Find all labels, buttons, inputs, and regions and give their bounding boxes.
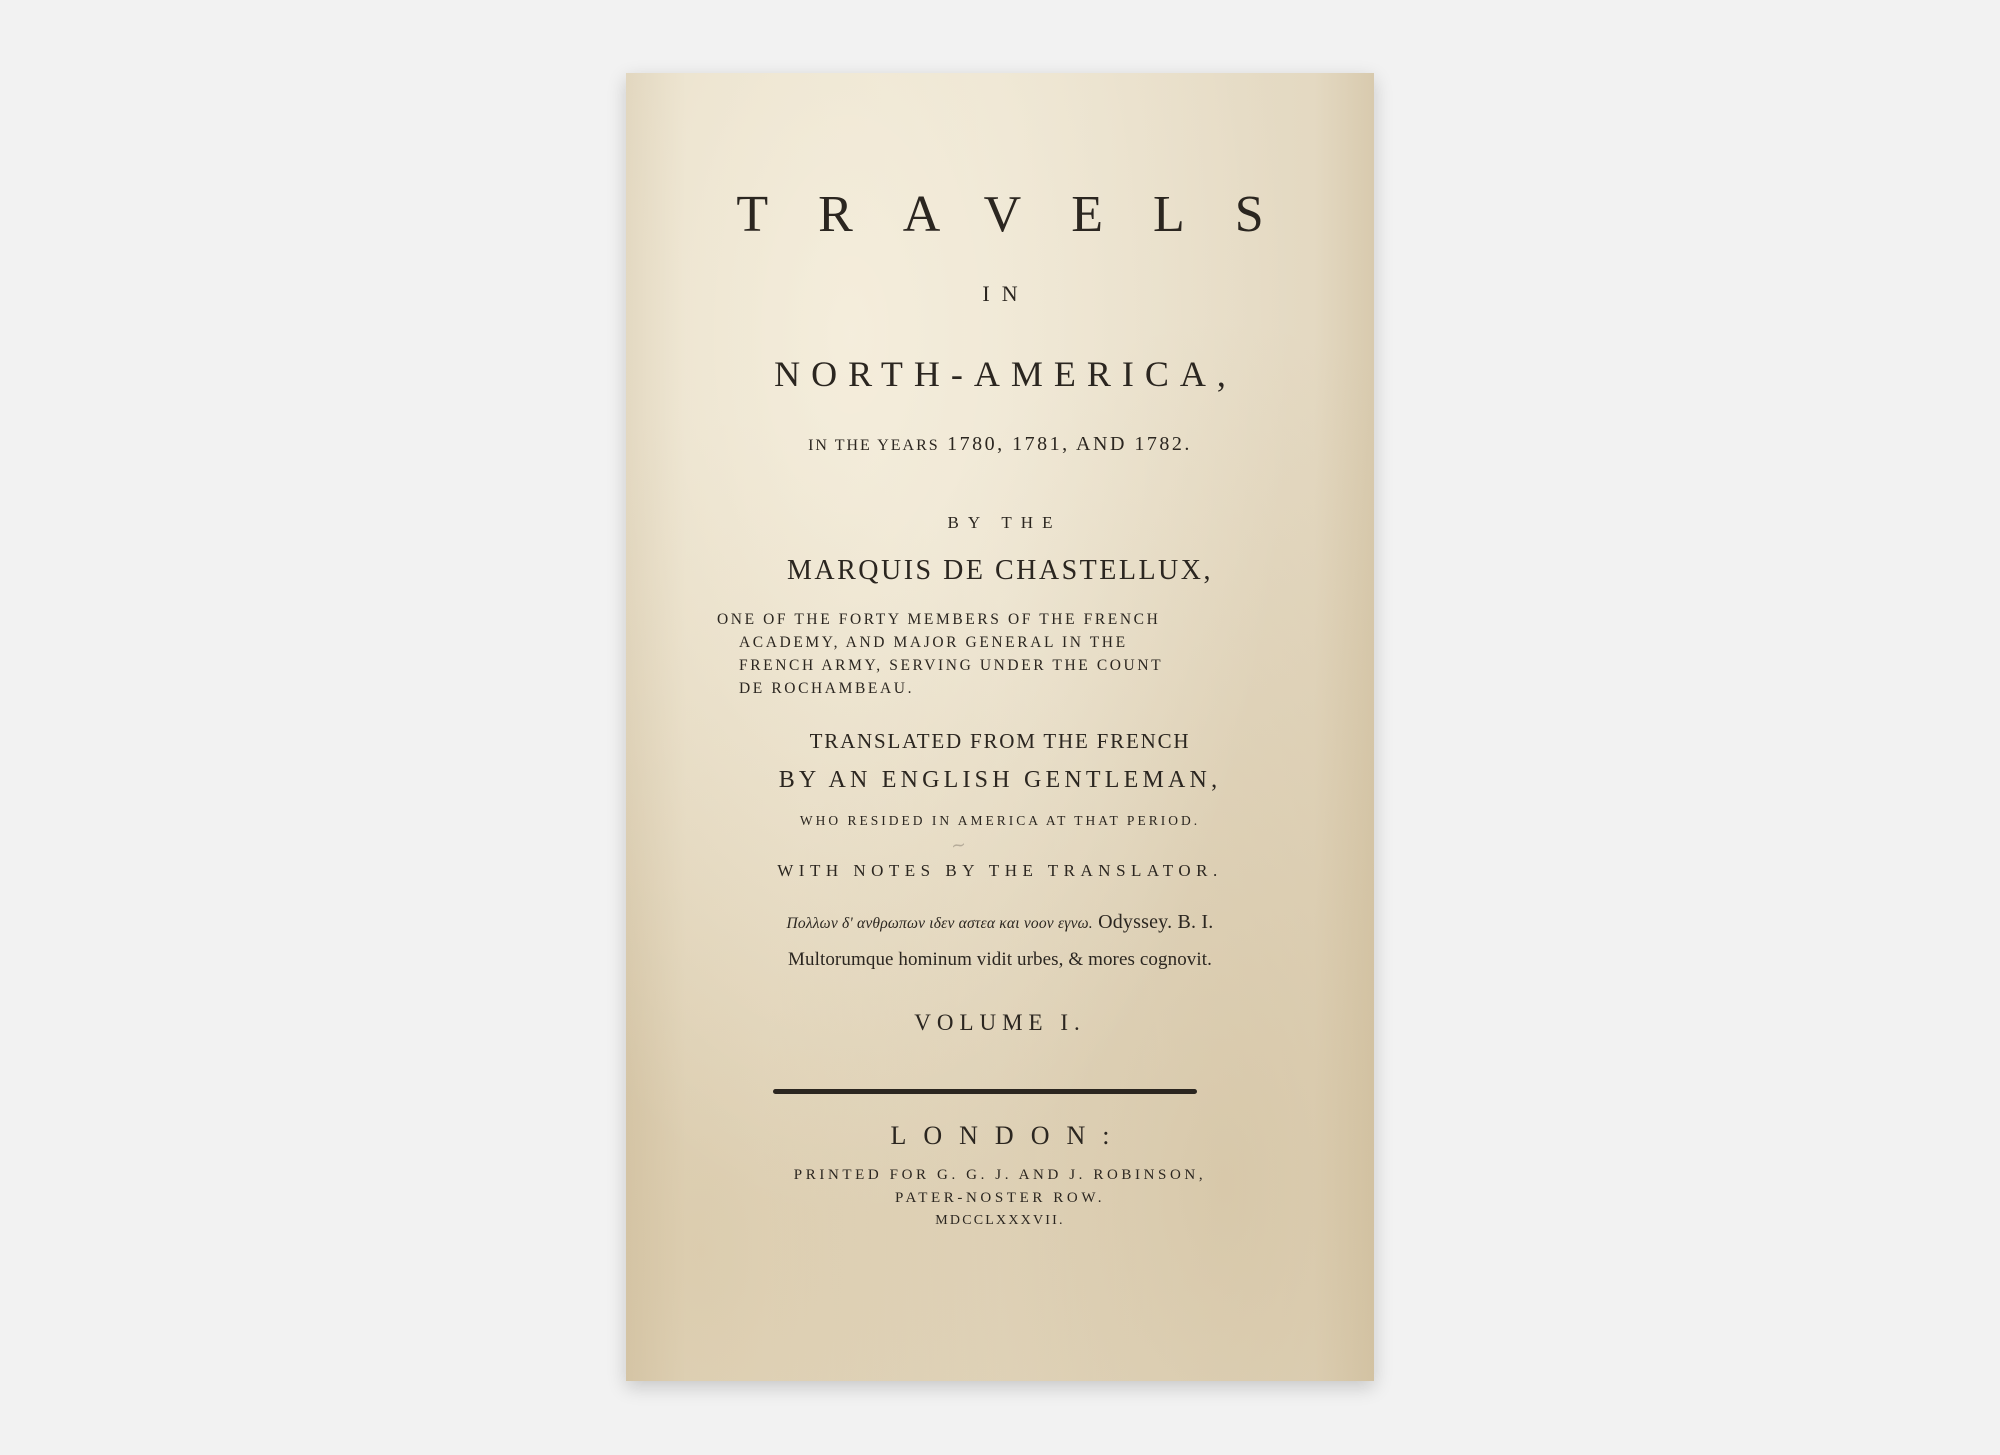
years-prefix: IN THE YEARS (808, 437, 940, 454)
volume-label: VOLUME I. (914, 1010, 1086, 1035)
author-description (717, 608, 1287, 700)
imprint-street: PATER-NOSTER ROW. (894, 1190, 1106, 1206)
notes-line: WITH NOTES BY THE TRANSLATOR. (777, 861, 1223, 880)
epigraph-source: Odyssey. B. I. (1098, 911, 1214, 933)
book-title: TRAVELS (736, 186, 1314, 243)
faint-signature: ~ (949, 834, 968, 857)
description-line: ONE OF THE FORTY MEMBERS OF THE FRENCH (717, 611, 1161, 628)
description-line: DE ROCHAMBEAU. (739, 680, 915, 697)
imprint-printer: PRINTED FOR G. G. J. AND J. ROBINSON, (793, 1167, 1207, 1183)
resided-line: WHO RESIDED IN AMERICA AT THAT PERIOD. (799, 813, 1201, 828)
years-line (626, 433, 1374, 456)
latin-epigraph: Multorumque hominum vidit urbes, & mores cognovit. (787, 949, 1213, 970)
epigraph-greek: Πολλων δ' ανθρωπων ιδεν αστεα και νοον εγνω. (786, 915, 1093, 932)
printer-rule (773, 1089, 1197, 1094)
title-connector: IN (982, 281, 1030, 306)
translated-line: TRANSLATED FROM THE FRENCH (809, 729, 1191, 753)
author-name: MARQUIS DE CHASTELLUX, (787, 555, 1213, 586)
translator-line: BY AN ENGLISH GENTLEMAN, (778, 767, 1222, 793)
byline: BY THE (947, 513, 1062, 532)
imprint-city: LONDON: (890, 1121, 1127, 1150)
title-page (626, 73, 1374, 1381)
imprint-date: MDCCLXXXVII. (935, 1213, 1065, 1228)
greek-epigraph (626, 911, 1374, 934)
description-line: ACADEMY, AND MAJOR GENERAL IN THE (739, 634, 1128, 651)
description-line: FRENCH ARMY, SERVING UNDER THE COUNT (739, 657, 1164, 674)
book-place: NORTH-AMERICA, (774, 354, 1237, 394)
years-values: 1780, 1781, AND 1782. (947, 433, 1192, 455)
